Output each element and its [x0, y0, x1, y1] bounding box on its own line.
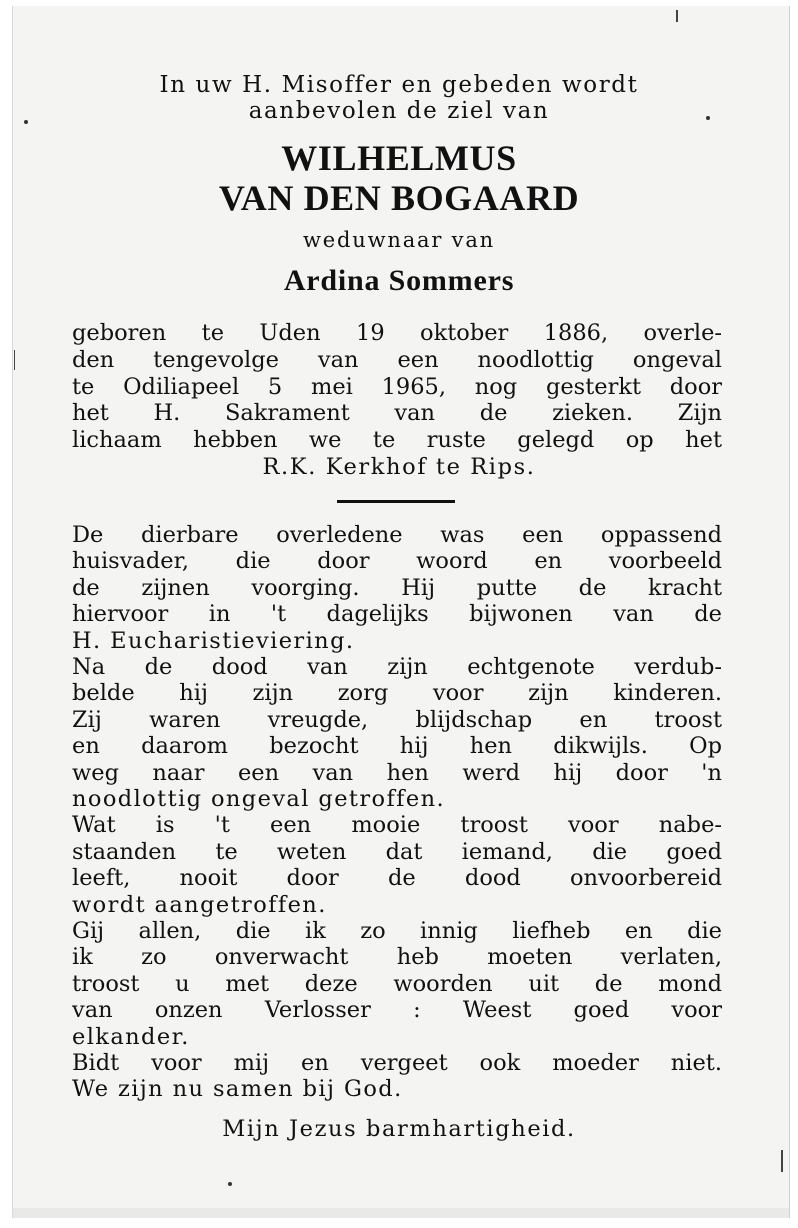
- text-line: We zijn nu samen bij God.: [72, 1076, 403, 1103]
- text-line: en daarom bezocht hij hen dikwijls. Op: [72, 733, 722, 760]
- details-line: te Odiliapeel 5 mei 1965, nog gesterkt door: [72, 373, 722, 400]
- text-line: hiervoor in 't dagelijks bijwonen van de: [72, 601, 722, 628]
- text-line: belde hij zijn zorg voor zijn kinderen.: [72, 680, 722, 707]
- details-line: het H. Sakrament van de zieken. Zijn: [72, 400, 722, 427]
- spouse-name: Ardina Sommers: [283, 264, 515, 297]
- text-line: Gij allen, die ik zo innig liefheb en die: [72, 918, 722, 944]
- intro-line: aanbevolen de ziel van: [248, 98, 550, 124]
- text-line: staanden te weten dat iemand, die goed: [72, 838, 722, 865]
- text-line: Zij waren vreugde, blijdschap en troost: [72, 706, 722, 733]
- text-line: Na de dood van zijn echtgenote verdub-: [72, 654, 722, 680]
- scan-mark: [781, 1150, 783, 1172]
- text-line: De dierbare overledene was een oppassend: [72, 522, 722, 548]
- deceased-family-name: VAN DEN BOGAARD: [218, 178, 580, 218]
- scan-mark: [14, 350, 15, 370]
- scan-mark: [676, 10, 678, 22]
- text-line: H. Eucharistieviering.: [72, 627, 355, 654]
- text-line: leeft, nooit door de dood onvoorbereid: [72, 865, 722, 892]
- relation-text: weduwnaar van: [303, 228, 495, 252]
- deceased-first-name: WILHELMUS: [281, 138, 517, 178]
- text-line: wordt aangetroffen.: [72, 891, 327, 918]
- scan-speck: [228, 1182, 232, 1186]
- text-line: de zijnen voorging. Hij putte de kracht: [72, 574, 722, 601]
- closing-prayer: Mijn Jezus barmhartigheid.: [222, 1116, 576, 1142]
- text-line: ik zo onverwacht heb moeten verlaten,: [72, 944, 722, 971]
- text-line: elkander.: [72, 1023, 190, 1050]
- intro-line: In uw H. Misoffer en gebeden wordt: [159, 72, 639, 98]
- scan-edge: [13, 1208, 789, 1218]
- text-line: weg naar een van hen werd hij door 'n: [72, 759, 722, 786]
- details-line: den tengevolge van een noodlottig ongeval: [72, 346, 722, 373]
- burial-place: R.K. Kerkhof te Rips.: [262, 454, 536, 480]
- text-line: van onzen Verlosser : Weest goed voor: [72, 997, 722, 1024]
- divider-rule: [337, 500, 455, 503]
- details-line: geboren te Uden 19 oktober 1886, overle-: [72, 320, 722, 346]
- text-line: troost u met deze woorden uit de mond: [72, 970, 722, 997]
- details-line: lichaam hebben we te ruste gelegd op het: [72, 427, 722, 454]
- text-line: huisvader, die door woord en voorbeeld: [72, 548, 722, 575]
- text-line: Bidt voor mij en vergeet ook moeder niet.: [72, 1050, 722, 1076]
- text-line: noodlottig ongeval getroffen.: [72, 786, 446, 812]
- text-line: Wat is 't een mooie troost voor nabe-: [72, 812, 722, 839]
